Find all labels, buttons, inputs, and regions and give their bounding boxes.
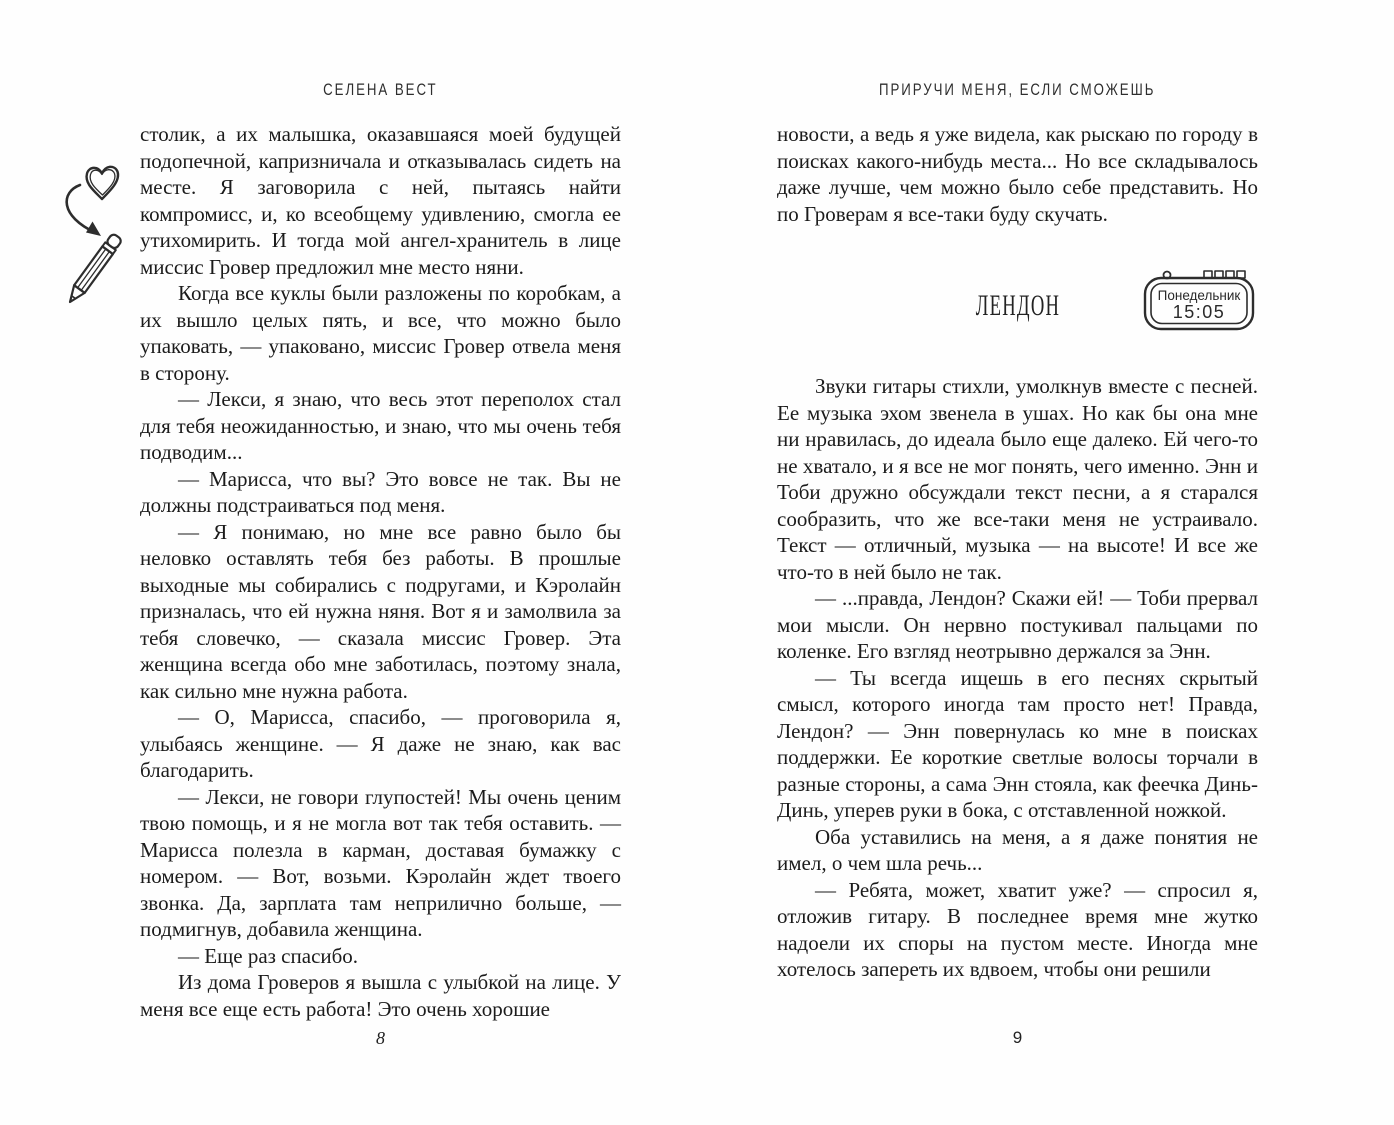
paragraph: — Лекси, не говори глупостей! Мы очень ценим твою помощь, и я не могла вот так тебя оставить. — Марисса полезла в карман, доставая бумажку с номером. — Вот, возьми. Кэролайн ждет твоего звонка. Да, зарплата там неприлично больше, — подмигнув, добавила женщина.: [140, 784, 621, 941]
page-left: [140, 80, 621, 1022]
paragraph: столик, а их малышка, оказавшаяся моей будущей подопечной, капризничала и отказывалась сидеть на месте. Я заговорила с ней, пытаясь найти компромисс, и, ко всеобщему удивлению, смогла ее утихомирить. И тогда мой ангел-хранитель в лице миссис Гровер предложил мне место няни.: [140, 122, 621, 279]
page-number-right: 9: [1012, 1028, 1023, 1047]
paragraph: — О, Марисса, спасибо, — проговорила я, улыбаясь женщине. — Я даже не знаю, как вас благодарить.: [140, 705, 621, 782]
paragraph: — Лекси, я знаю, что весь этот переполох стал для тебя неожиданностью, и знаю, что мы очень тебя подводим...: [140, 387, 621, 464]
clock-day: Понедельник: [1157, 288, 1241, 303]
paragraph: — Ты всегда ищешь в его песнях скрытый смысл, которого иногда там просто нет! Правда, Лендон? — Энн повернулась ко мне в поисках поддержки. Ее короткие светлые волосы торчали в разные стороны, а сама Энн стояла, как феечка Динь-Динь, уперев руки в бока, с отставленной ножкой.: [777, 665, 1258, 822]
running-head-title: [777, 80, 1258, 100]
paragraph: Оба уставились на меня, а я даже понятия не имел, о чем шла речь...: [777, 824, 1258, 875]
paragraph: — Марисса, что вы? Это вовсе не так. Вы не должны подстраиваться под меня.: [140, 466, 621, 517]
paragraph: — Еще раз спасибо.: [178, 943, 359, 968]
right-text-column: [777, 121, 1258, 983]
page-number-left: 8: [376, 1028, 385, 1048]
pencil-icon: [65, 233, 123, 306]
chapter-section-header: [777, 273, 1258, 337]
paragraph: — Ребята, может, хватит уже? — спросил я, отложив гитару. В последнее время мне жутко надоели их споры на пустом месте. Иногда мне хотелось запереть их вдвоем, чтобы они решили: [777, 877, 1258, 981]
paragraph: новости, а ведь я уже видела, как рыскаю по городу в поисках какого-нибудь места... Но все складывалось даже лучше, чем можно было себе представить. Но по Гроверам я все-таки буду скучать.: [777, 122, 1258, 226]
page-right: [777, 80, 1258, 983]
left-text-column: [140, 121, 621, 1022]
clock-time: 15:05: [1172, 302, 1226, 322]
paragraph: Когда все куклы были разложены по коробкам, а их вышло целых пять, и все, что можно было упаковать, — упаковано, миссис Гровер отвела меня в сторону.: [140, 281, 621, 385]
running-head-author: [140, 80, 621, 100]
paragraph: — Я понимаю, но мне все равно было бы неловко оставлять тебя без работы. В прошлые выходные мы собирались с подругами, и Кэролайн призналась, что ей нужна няня. Вот я и замолвила за тебя словечко, — сказала миссис Гровер. Эта женщина всегда обо мне заботилась, поэтому знала, как сильно мне нужна работа.: [140, 519, 621, 703]
chapter-heading-text: ЛЕНДОН: [975, 289, 1060, 322]
paragraph: Звуки гитары стихли, умолкнув вместе с песней. Ее музыка эхом звенела в ушах. Но как бы она мне ни нравилась, до идеала было еще далеко. Ей чего-то не хватало, и я все не мог понять, чего именно. Энн и Тоби дружно обсуждали текст песни, а я старался сообразить, что же все-таки меня не устраивало. Текст — отличный, музыка — на высоте! И все же что-то в ней было не так.: [777, 374, 1258, 584]
chapter-heading: [949, 289, 1085, 323]
running-head-author-text: СЕЛЕНА ВЕСТ: [323, 80, 438, 99]
paragraph: — ...правда, Лендон? Скажи ей! — Тоби прервал мои мысли. Он нервно постукивал пальцами по коленке. Его взгляд неотрывно держался за Энн.: [777, 586, 1258, 663]
running-head-title-text: ПРИРУЧИ МЕНЯ, ЕСЛИ СМОЖЕШЬ: [879, 80, 1156, 99]
clock-icon: [1143, 267, 1255, 333]
heart-icon: [87, 167, 119, 199]
paragraph: Из дома Гроверов я вышла с улыбкой на лице. У меня все еще есть работа! Это очень хорошие: [140, 970, 621, 1021]
